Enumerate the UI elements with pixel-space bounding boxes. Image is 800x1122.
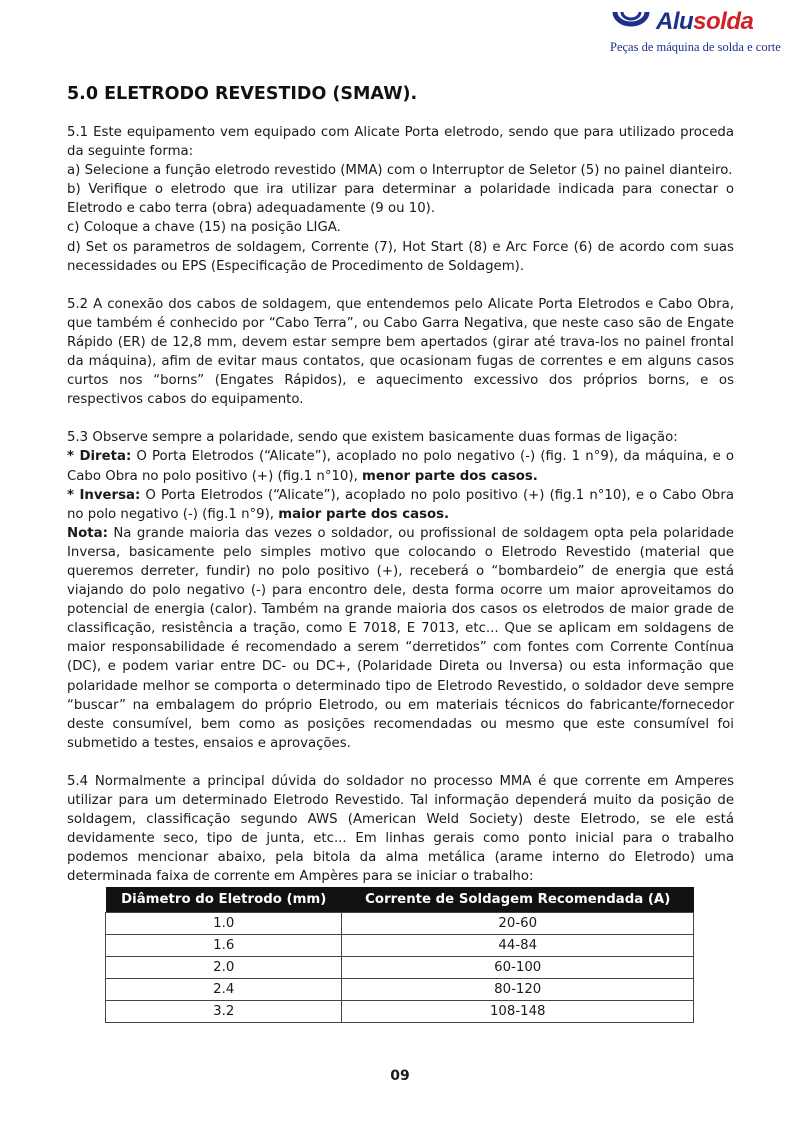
col-header-current: Corrente de Soldagem Recomendada (A) [342,887,694,913]
direta-bold: menor parte dos casos. [362,468,538,484]
nota-label: Nota: [67,525,108,541]
direta-text: O Porta Eletrodos (“Alicate”), acoplado no polo negativo (-) (fig. 1 n°9), da máquina, e o Cabo Obra no polo positivo (+) (fig.1 n°10), [67,449,734,484]
s51-step-b: b) Verifique o eletrodo que ira utilizar para determinar a polaridade indicada para conectar o Eletrodo e cabo terra (obra) adequadamente (9 ou 10). [67,182,734,217]
table-row [106,913,694,935]
nota-text: Na grande maioria das vezes o soldador, ou profissional de soldagem opta pela polaridade Inversa, basicamente pelo simples motivo que colocando o Eletrodo Revestido (material que queremos derreter, fundir) no polo positivo (+), receberá o “bombardeio” de energia que está viajando do polo negativo (-) para encontro dele, desta forma ocorre um maior aproveitamos do potencial de energia (calor). Também na grande maioria dos casos os eletrodos de maior grade de classificação, resistência a tração, como E 7018, E 7013, etc... Que se aplicam em soldagens de maior responsabilidade é recomendado a serem “derretidos” com fontes com Corrente Contínua (DC), e podem variar entre DC- ou DC+, (Polaridade Direta ou Inversa) ou esta informação que polaridade melhor se comporta o determinado tipo de Eletrodo Revestido, o soldador deve sempre “buscar” na embalagem do próprio Eletrodo, ou em materiais técnicos do fabricante/fornecedor deste consumível, bem como as posições recomendadas ou mesmo que este consumível foi submetido a testes, ensaios e aprovações. [67,525,734,751]
logo-tagline: Peças de máquina de solda e corte [610,40,781,54]
cell-diameter: 2.0 [106,957,342,979]
cell-current: 80-120 [342,979,694,1001]
page-number: 09 [390,1068,410,1084]
s53-intro: 5.3 Observe sempre a polaridade, sendo que existem basicamente duas formas de ligação: [67,430,678,446]
section-5-1 [67,123,734,276]
s53-inversa [67,486,734,524]
cell-current: 60-100 [342,957,694,979]
inversa-text: O Porta Eletrodos (“Alicate”), acoplado no polo positivo (+) (fig.1 n°10), e o Cabo Obra no polo negativo (-) (fig.1 n°9), [67,487,734,522]
cell-diameter: 1.6 [106,935,342,957]
cell-current: 44-84 [342,935,694,957]
section-5-3 [67,428,734,753]
col-header-diameter: Diâmetro do Eletrodo (mm) [106,887,342,913]
current-table [105,887,694,1023]
logo-brand: Alusolda [656,8,754,35]
table-row [106,979,694,1001]
alusolda-logo [606,4,796,54]
section-heading: 5.0 ELETRODO REVESTIDO (SMAW). [67,84,418,104]
inversa-bold: maior parte dos casos. [278,506,450,522]
inversa-label: * Inversa: [67,487,141,503]
section-5-2: 5.2 A conexão dos cabos de soldagem, que entendemos pelo Alicate Porta Eletrodos e Cabo Obra, que também é conhecido por “Cabo Terra”, ou Cabo Garra Negativa, que neste caso são de Engate Rápido (ER) de 12,8 mm, devem estar sempre bem apertados (girar até trava-los no painel frontal da máquina), afim de evitar maus contatos, que ocasionam fugas de correntes e em alguns casos curtos nos “borns” (Engates Rápidos), e aquecimento excessivo dos próprios borns, e os respectivos cabos do equipamento. [67,296,734,408]
table-row [106,935,694,957]
s51-intro: 5.1 Este equipamento vem equipado com Alicate Porta eletrodo, sendo que para utilizado proceda da seguinte forma: [67,125,734,160]
s51-step-c: c) Coloque a chave (15) na posição LIGA. [67,220,341,236]
s51-step-d: d) Set os parametros de soldagem, Corrente (7), Hot Start (8) e Arc Force (6) de acordo com suas necessidades ou EPS (Especificação de Procedimento de Soldagem). [67,239,734,274]
logo-swoosh-icon [612,6,650,32]
cell-diameter: 3.2 [106,1001,342,1023]
section-5-4: 5.4 Normalmente a principal dúvida do soldador no processo MMA é que corrente em Amperes utilizar para um determinado Eletrodo Revestido. Tal informação dependerá muito da posição de soldagem, classificação segundo AWS (American Weld Society) deste Eletrodo, se ele está devidamente seco, tipo de junta, etc... Em linhas gerais como ponto inicial para o trabalho podemos mencionar abaixo, pela bitola da alma metálica (arame interno do Eletrodo) uma determinada faixa de corrente em Ampères para se iniciar o trabalho: [67,773,734,885]
cell-diameter: 2.4 [106,979,342,1001]
body-text [67,123,734,905]
direta-label: * Direta: [67,449,132,465]
s53-nota [67,524,734,753]
cell-diameter: 1.0 [106,913,342,935]
table-row [106,957,694,979]
cell-current: 20-60 [342,913,694,935]
s51-step-a: a) Selecione a função eletrodo revestido (MMA) com o Interruptor de Seletor (5) no painel dianteiro. [67,163,733,179]
table-row [106,1001,694,1023]
cell-current: 108-148 [342,1001,694,1023]
s53-direta [67,447,734,485]
